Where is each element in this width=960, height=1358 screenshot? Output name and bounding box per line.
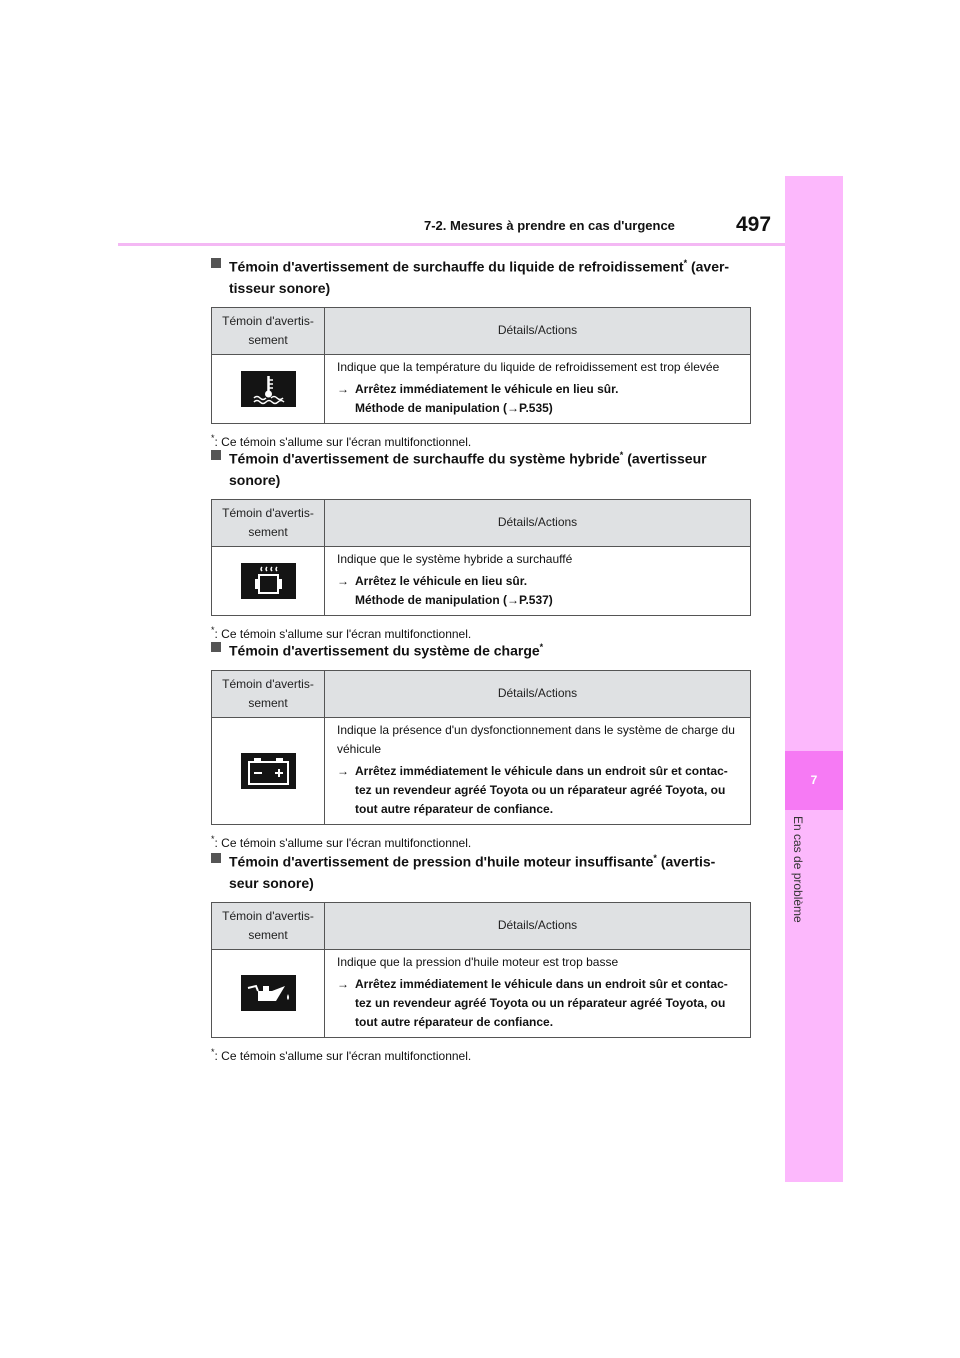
arrow-icon: →	[337, 381, 349, 396]
header-rule	[118, 243, 785, 246]
table-header-warning: Témoin d'avertis- sement	[212, 499, 325, 546]
section-coolant	[211, 253, 751, 449]
heading-bullet-icon	[211, 642, 221, 652]
section-title: 7-2. Mesures à prendre en cas d'urgence	[424, 218, 675, 233]
arrow-icon: →	[337, 763, 349, 778]
warning-action: Arrêtez immédiatement le véhicule dans un endroit sûr et contac-tez un revendeur agréé Toyota ou un réparateur agréé Toyota, ou tout autre réparateur de confiance.	[355, 763, 728, 816]
table-header-details: Détails/Actions	[325, 307, 751, 354]
footnote: *: Ce témoin s'allume sur l'écran multifonctionnel.	[211, 432, 472, 449]
warning-action: Arrêtez immédiatement le véhicule en lieu sûr.	[355, 381, 619, 396]
hybrid-system-overheat-icon	[241, 563, 296, 599]
footnote: *: Ce témoin s'allume sur l'écran multifonctionnel.	[211, 624, 472, 641]
warning-description: Indique que la pression d'huile moteur est trop basse	[337, 954, 619, 969]
warning-table	[211, 670, 751, 825]
table-header-details: Détails/Actions	[325, 902, 751, 949]
section-oil-pressure	[211, 848, 751, 1063]
footnote: *: Ce témoin s'allume sur l'écran multifonctionnel.	[211, 833, 472, 850]
chapter-number: 7	[785, 751, 843, 810]
section-heading: Témoin d'avertissement du système de charge*	[211, 637, 751, 662]
warning-action: Arrêtez le véhicule en lieu sûr.	[355, 573, 528, 588]
heading-bullet-icon	[211, 853, 221, 863]
table-header-details: Détails/Actions	[325, 499, 751, 546]
side-tab	[785, 176, 843, 1182]
section-hybrid	[211, 445, 751, 641]
coolant-temperature-icon	[241, 371, 296, 407]
heading-bullet-icon	[211, 258, 221, 268]
table-header-warning: Témoin d'avertis- sement	[212, 902, 325, 949]
oil-pressure-icon	[241, 975, 296, 1011]
warning-action: Arrêtez immédiatement le véhicule dans un endroit sûr et contac-tez un revendeur agréé Toyota ou un réparateur agréé Toyota, ou tout autre réparateur de confiance.	[355, 976, 728, 1029]
section-charge	[211, 637, 751, 850]
footnote: *: Ce témoin s'allume sur l'écran multifonctionnel.	[211, 1046, 472, 1063]
heading-bullet-icon	[211, 450, 221, 460]
warning-description: Indique que le système hybride a surchauffé	[337, 551, 573, 566]
page-number: 497	[736, 213, 772, 236]
table-header-details: Détails/Actions	[325, 670, 751, 717]
chapter-label: En cas de problème	[791, 816, 805, 923]
method-link[interactable]: Méthode de manipulation (→P.537)	[355, 592, 553, 607]
warning-description: Indique que la température du liquide de refroidissement est trop élevée	[337, 359, 720, 374]
battery-charge-icon	[241, 753, 296, 789]
section-heading: Témoin d'avertissement de pression d'huile moteur insuffisante* (avertis- seur sonore)	[211, 848, 751, 894]
arrow-icon: →	[337, 976, 349, 991]
warning-table	[211, 902, 751, 1038]
warning-table	[211, 307, 751, 424]
warning-table	[211, 499, 751, 616]
warning-description: Indique la présence d'un dysfonctionnement dans le système de charge du véhicule	[337, 722, 735, 756]
arrow-icon: →	[337, 573, 349, 588]
method-link[interactable]: Méthode de manipulation (→P.535)	[355, 400, 553, 415]
section-heading: Témoin d'avertissement de surchauffe du liquide de refroidissement* (aver- tisseur sonore)	[211, 253, 751, 299]
table-header-warning: Témoin d'avertis- sement	[212, 670, 325, 717]
section-heading: Témoin d'avertissement de surchauffe du système hybride* (avertisseur sonore)	[211, 445, 751, 491]
table-header-warning: Témoin d'avertis- sement	[212, 307, 325, 354]
